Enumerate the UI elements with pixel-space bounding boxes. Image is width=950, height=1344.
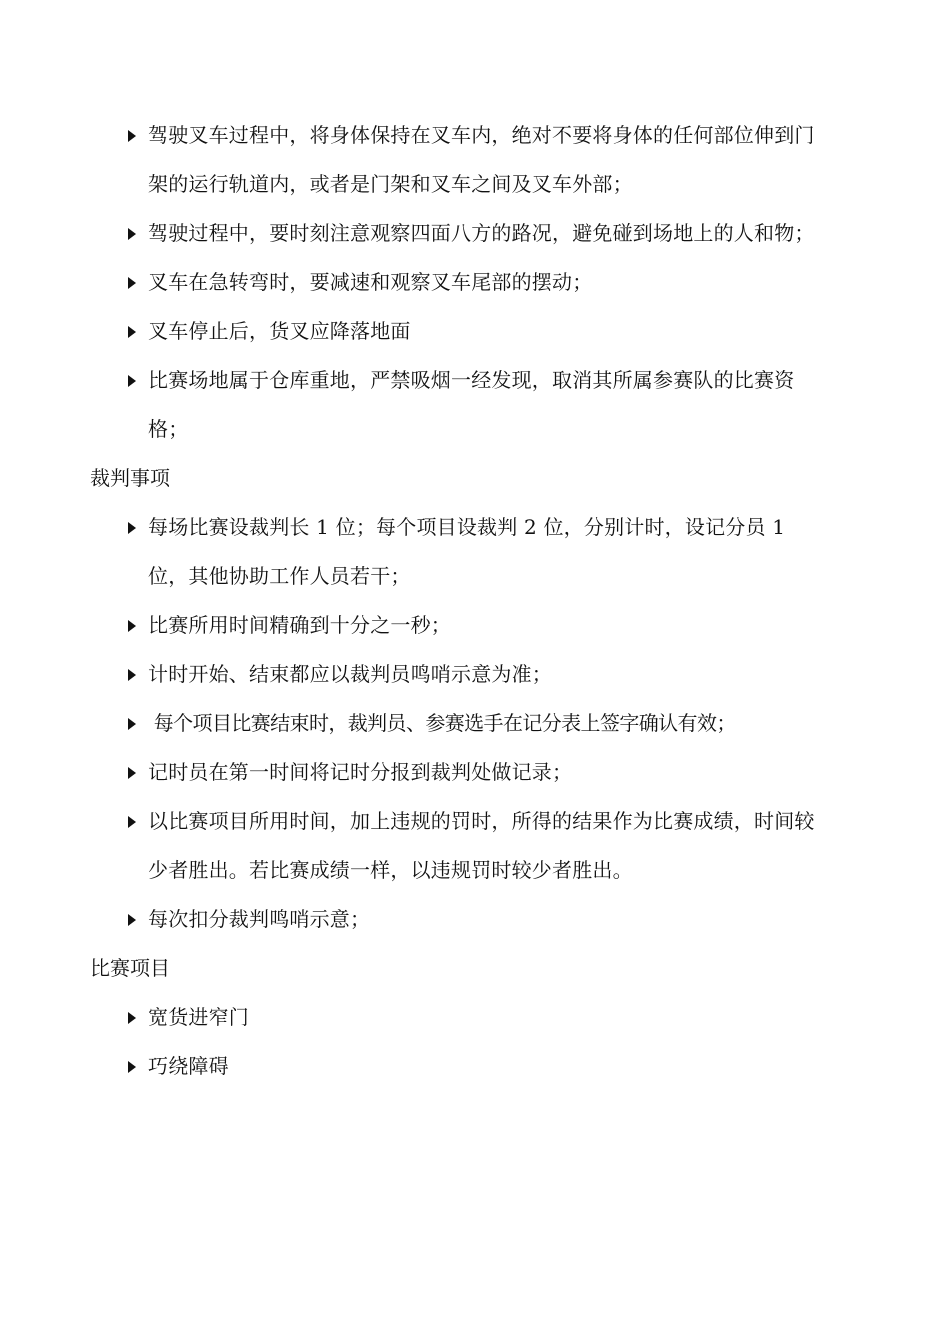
list-item [90, 699, 820, 748]
triangle-bullet-icon [128, 326, 136, 338]
list-item [90, 797, 820, 895]
list-item-text: 叉车停止后，货叉应降落地面 [148, 319, 411, 343]
section-heading-referee: 裁判事项 [90, 466, 170, 490]
referee-rules-list [90, 503, 820, 944]
list-item-text: 每场比赛设裁判长 1 位；每个项目设裁判 2 位，分别计时，设记分员 1 位，其他协助工作人员若干； [148, 515, 786, 588]
list-item-text: 每次扣分裁判鸣哨示意； [148, 907, 371, 931]
events-list [90, 993, 820, 1091]
list-item [90, 748, 820, 797]
triangle-bullet-icon [128, 375, 136, 387]
triangle-bullet-icon [128, 914, 136, 926]
triangle-bullet-icon [128, 228, 136, 240]
list-item [90, 1042, 820, 1091]
list-item-text: 每个项目比赛结束时，裁判员、参赛选手在记分表上签字确认有效； [148, 711, 736, 735]
safety-rules-list [90, 111, 820, 454]
list-item [90, 895, 820, 944]
list-item [90, 307, 820, 356]
triangle-bullet-icon [128, 767, 136, 779]
list-item-text: 驾驶过程中，要时刻注意观察四面八方的路况，避免碰到场地上的人和物； [148, 221, 815, 245]
list-item [90, 503, 820, 601]
triangle-bullet-icon [128, 816, 136, 828]
list-item-text: 巧绕障碍 [148, 1054, 229, 1078]
triangle-bullet-icon [128, 277, 136, 289]
triangle-bullet-icon [128, 669, 136, 681]
list-item [90, 111, 820, 209]
triangle-bullet-icon [128, 522, 136, 534]
triangle-bullet-icon [128, 620, 136, 632]
document-content [90, 111, 820, 1091]
list-item-text: 驾驶叉车过程中，将身体保持在叉车内，绝对不要将身体的任何部位伸到门架的运行轨道内，或者是门架和叉车之间及叉车外部； [148, 123, 815, 196]
list-item [90, 258, 820, 307]
section-heading-events: 比赛项目 [90, 956, 170, 980]
list-item-text: 记时员在第一时间将记时分报到裁判处做记录； [148, 760, 573, 784]
triangle-bullet-icon [128, 1061, 136, 1073]
triangle-bullet-icon [128, 718, 136, 730]
list-item-text: 宽货进窄门 [148, 1005, 249, 1029]
triangle-bullet-icon [128, 1012, 136, 1024]
list-item [90, 601, 820, 650]
triangle-bullet-icon [128, 130, 136, 142]
list-item-text: 比赛场地属于仓库重地，严禁吸烟一经发现，取消其所属参赛队的比赛资格； [148, 368, 795, 441]
list-item-text: 以比赛项目所用时间，加上违规的罚时，所得的结果作为比赛成绩，时间较少者胜出。若比赛成绩一样，以违规罚时较少者胜出。 [148, 809, 815, 882]
list-item-text: 比赛所用时间精确到十分之一秒； [148, 613, 451, 637]
list-item [90, 993, 820, 1042]
list-item [90, 356, 820, 454]
list-item [90, 209, 820, 258]
list-item-text: 叉车在急转弯时，要减速和观察叉车尾部的摆动； [148, 270, 593, 294]
list-item [90, 650, 820, 699]
list-item-text: 计时开始、结束都应以裁判员鸣哨示意为准； [148, 662, 552, 686]
